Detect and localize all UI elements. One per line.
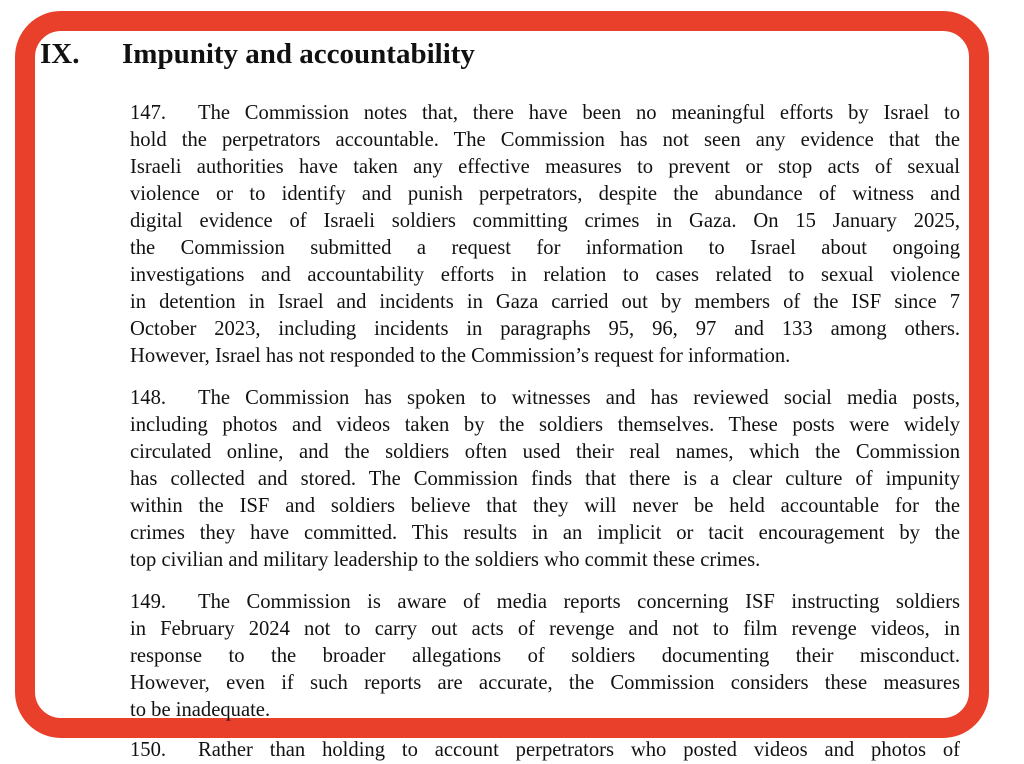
text-line: including photos and videos taken by the soldiers themselves. These posts were widely — [130, 414, 960, 436]
text-line: in detention in Israel and incidents in Gaza carried out by members of the ISF since 7 — [130, 291, 960, 313]
text-line: violence or to identify and punish perpetrators, despite the abundance of witness and — [130, 183, 960, 205]
text-line: Israeli authorities have taken any effective measures to prevent or stop acts of sexual — [130, 156, 960, 178]
text-line: response to the broader allegations of soldiers documenting their misconduct. — [130, 645, 960, 667]
line-text: The Commission is aware of media reports concerning ISF instructing soldiers — [198, 591, 960, 613]
document-body — [130, 100, 960, 739]
paragraph-number: 150. — [130, 739, 167, 761]
paragraph-147 — [130, 100, 960, 370]
text-line — [130, 385, 960, 412]
text-line: the Commission submitted a request for information to Israel about ongoing — [130, 237, 960, 259]
paragraph-149 — [130, 589, 960, 724]
text-line: to be inadequate. — [130, 699, 271, 721]
paragraph-number: 149. — [130, 591, 167, 613]
section-title: Impunity and accountability — [122, 38, 475, 70]
line-text: The Commission notes that, there have been no meaningful efforts by Israel to — [198, 102, 960, 124]
text-line: October 2023, including incidents in paragraphs 95, 96, 97 and 133 among others. — [130, 318, 960, 340]
text-line: circulated online, and the soldiers often used their real names, which the Commission — [130, 441, 960, 463]
paragraph-150-partial — [130, 737, 960, 764]
paragraph-number: 147. — [130, 102, 167, 124]
text-line: within the ISF and soldiers believe that they will never be held accountable for the — [130, 495, 960, 517]
text-line: has collected and stored. The Commission finds that there is a clear culture of impunity — [130, 468, 960, 490]
text-line: investigations and accountability efforts in relation to cases related to sexual violence — [130, 264, 960, 286]
line-text: Rather than holding to account perpetrators who posted videos and photos of — [198, 739, 960, 761]
text-line: in February 2024 not to carry out acts of revenge and not to film revenge videos, in — [130, 618, 960, 640]
section-number: IX. — [40, 38, 80, 70]
text-line: crimes they have committed. This results in an implicit or tacit encouragement by the — [130, 522, 960, 544]
text-line: hold the perpetrators accountable. The Commission has not seen any evidence that the — [130, 129, 960, 151]
text-line — [130, 100, 960, 127]
text-line: digital evidence of Israeli soldiers committing crimes in Gaza. On 15 January 2025, — [130, 210, 960, 232]
paragraph-148 — [130, 385, 960, 574]
text-line: top civilian and military leadership to the soldiers who commit these crimes. — [130, 549, 761, 571]
paragraph-number: 148. — [130, 387, 167, 409]
text-line: However, Israel has not responded to the Commission’s request for information. — [130, 345, 791, 367]
text-line: However, even if such reports are accurate, the Commission considers these measures — [130, 672, 960, 694]
text-line — [130, 589, 960, 616]
line-text: The Commission has spoken to witnesses and has reviewed social media posts, — [198, 387, 960, 409]
